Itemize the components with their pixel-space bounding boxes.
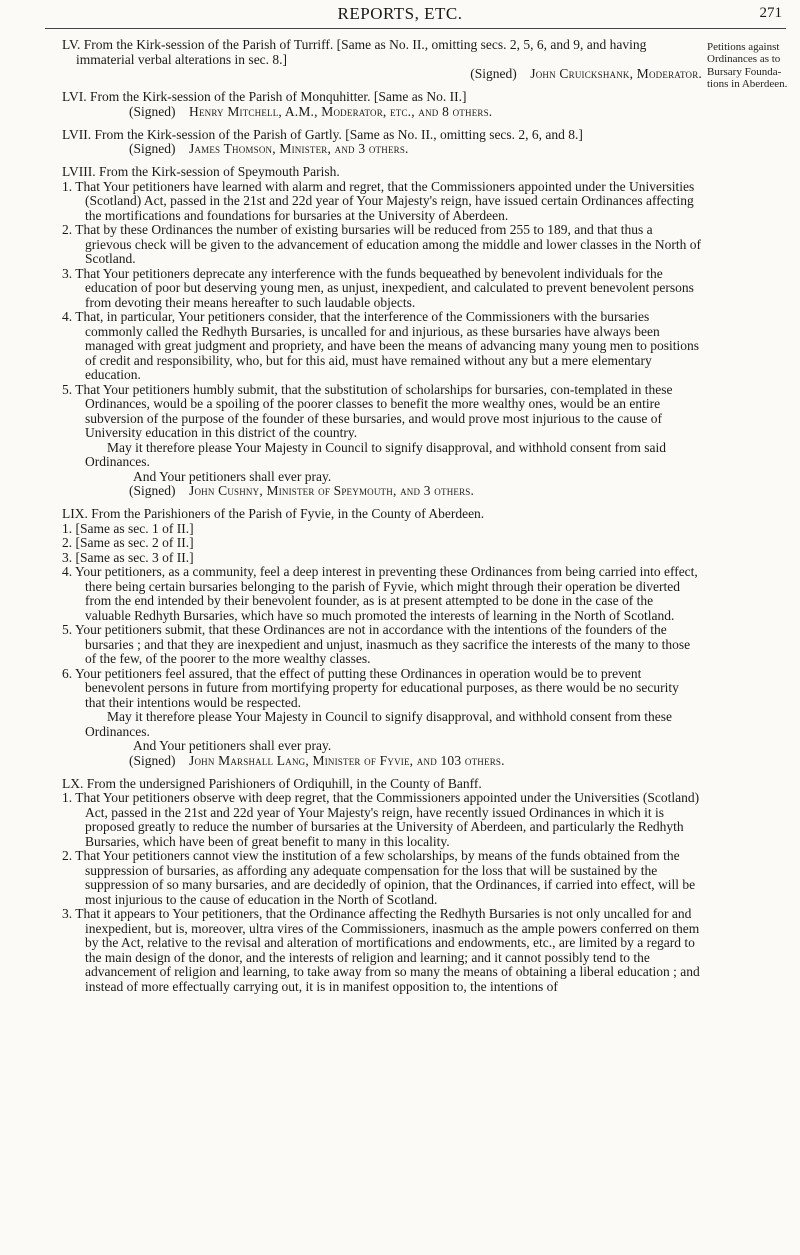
prayer-line: And Your petitioners shall ever pray. [133, 468, 332, 484]
main-text [62, 38, 702, 994]
signer: John Cruickshank, Moderator. [530, 66, 702, 81]
numbered-item: 3. That Your petitioners deprecate any interference with the funds bequeathed by benevolent individuals for the education of poor but deserving young men, as unjust, inexpedient, and calculated to prevent benevolent persons from devoting their means hereafter to such laudable objects. [62, 265, 694, 310]
header-rule [45, 28, 786, 29]
prayer-line: And Your petitioners shall ever pray. [133, 738, 332, 753]
page-number: 271 [759, 5, 782, 21]
signature-line [62, 142, 702, 157]
signed-label: (Signed) [129, 483, 176, 498]
signature-line [62, 67, 702, 82]
numbered-item: 4. Your petitioners, as a community, feel a deep interest in preventing these Ordinances from being carried into effect, there being certain bursaries belonging to the parish of Fyvie, which might through their operation be diverted from the end intended by their benevolent founder, as is at present attempted to be done in the case of the valuable Redhyth Bursaries, which have so much promoted the interests of learning in the North of Scotland. [62, 564, 698, 623]
prayer-paragraph: May it therefore please Your Majesty in Council to signify disapproval, and withhold consent from these Ordinances. [85, 709, 673, 739]
section-lx [62, 777, 702, 995]
signer: John Cushny, Minister of Speymouth, and 3 others. [189, 483, 475, 498]
section-heading: LVII. From the Kirk-session of the Parish of Gartly. [Same as No. II., omitting secs. 2, 6, and 8.] [62, 126, 583, 142]
numbered-item: 2. That by these Ordinances the number of existing bursaries will be reduced from 255 to 189, and that thus a grievous check will be given to the advancement of education among the middle and lower classes in the North of Scotland. [62, 222, 701, 266]
signed-label: (Signed) [129, 752, 176, 768]
section-lvii [62, 128, 702, 157]
numbered-item: 1. That Your petitioners have learned with alarm and regret, that the Commissioners appointed under the Universities (Scotland) Act, passed in the 21st and 22d year of Your Majesty's reign, have issued certain Ordinances affecting the mortifications and foundations for bursaries at the University of Aberdeen. [62, 178, 695, 223]
section-heading: LIX. From the Parishioners of the Parish of Fyvie, in the County of Aberdeen. [62, 506, 485, 521]
section-heading: LX. From the undersigned Parishioners of Ordiquhill, in the County of Banff. [62, 775, 482, 791]
numbered-item: 2. [Same as sec. 2 of II.] [62, 535, 194, 550]
margin-note: Petitions against Ordinances as to Bursary Founda-tions in Aberdeen. [707, 41, 788, 90]
signer: Henry Mitchell, A.M., Moderator, etc., and 8 others. [189, 103, 493, 119]
numbered-item: 1. [Same as sec. 1 of II.] [62, 520, 194, 536]
numbered-item: 3. That it appears to Your petitioners, that the Ordinance affecting the Redhyth Bursaries is not only uncalled for and inexpedient, but is, moreover, ultra vires of the Commissioners, inasmuch as the ample powers conferred on them by the Act, relative to the revisal and alteration of mortifications and endowments, etc., are limited by a regard to the main design of the donor, and the interests of religion and learning; and it cannot possibly tend to the advancement of religion and learning, to take away from so many the means of obtaining a liberal education ; and instead of more effectually carrying out, it is in manifest opposition to, the intentions of [62, 906, 700, 994]
section-lv [62, 38, 702, 82]
numbered-item: 3. [Same as sec. 3 of II.] [62, 549, 194, 565]
section-heading: LVI. From the Kirk-session of the Parish of Monquhitter. [Same as No. II.] [62, 89, 467, 104]
signer: James Thomson, Minister, and 3 others. [189, 141, 409, 156]
numbered-item: 5. That Your petitioners humbly submit, that the substitution of scholarships for bursaries, con-templated in these Ordinances, would be a spoiling of the poorer classes to benefit the more wealthy ones, would be an entire subversion of the purpose of the founder of these bursaries, and would prove most injurious to the cause of University education in this district of the country. [62, 381, 673, 440]
section-lviii [62, 165, 702, 499]
signed-label: (Signed) [129, 103, 176, 119]
numbered-item: 6. Your petitioners feel assured, that the effect of putting these Ordinances in operation would be to prevent benevolent persons in future from mortifying property for educational purposes, as there would be no security that their intentions would be respected. [62, 665, 679, 710]
signed-label: (Signed) [129, 141, 176, 156]
signed-label: (Signed) [470, 66, 517, 81]
signature-line [62, 754, 702, 769]
running-head: REPORTS, ETC. [337, 4, 463, 23]
signer: John Marshall Lang, Minister of Fyvie, and 103 others. [189, 752, 505, 768]
numbered-item: 4. That, in particular, Your petitioners consider, that the interference of the Commissioners with the bursaries commonly called the Redhyth Bursaries, is uncalled for and injurious, as these bursaries have always been managed with great judgment and propriety, and have been the means of advancing many young men to positions of credit and responsibility, who, but for this aid, must have remained without any but a mere elementary education. [62, 309, 699, 382]
section-lix [62, 507, 702, 768]
section-heading: LVIII. From the Kirk-session of Speymouth Parish. [62, 164, 340, 179]
numbered-item: 5. Your petitioners submit, that these Ordinances are not in accordance with the intentions of the founders of the bursaries ; and that they are inexpedient and unjust, inasmuch as they sacrifice the interests of the many to those of the few, of the poorer to the more wealthy classes. [62, 622, 691, 666]
section-heading: LV. From the Kirk-session of the Parish of Turriff. [Same as No. II., omitting secs. 2, 5, 6, and 9, and having immaterial verbal alterations in sec. 8.] [62, 37, 647, 67]
signature-line [62, 484, 702, 499]
page-header [0, 4, 800, 26]
numbered-item: 2. That Your petitioners cannot view the institution of a few scholarships, by means of the funds obtained from the suppression of bursaries, as affording any adequate compensation for the loss that will be sustained by the suppression of so many bursaries, and are decidedly of opinion, that the Ordinances, if carried into effect, will be most injurious to the cause of education in the North of Scotland. [62, 848, 696, 907]
prayer-paragraph: May it therefore please Your Majesty in Council to signify disapproval, and withhold consent from said Ordinances. [85, 439, 667, 469]
section-lvi [62, 90, 702, 119]
signature-line [62, 105, 702, 120]
numbered-item: 1. That Your petitioners observe with deep regret, that the Commissioners appointed under the Universities (Scotland) Act, passed in the 21st and 22d year of Your Majesty's reign, have recently issued Ordinances in which it is proposed greatly to reduce the number of bursaries at the University of Aberdeen, and particularly the Redhyth Bursaries, which have been of great benefit to many in this locality. [62, 790, 700, 849]
